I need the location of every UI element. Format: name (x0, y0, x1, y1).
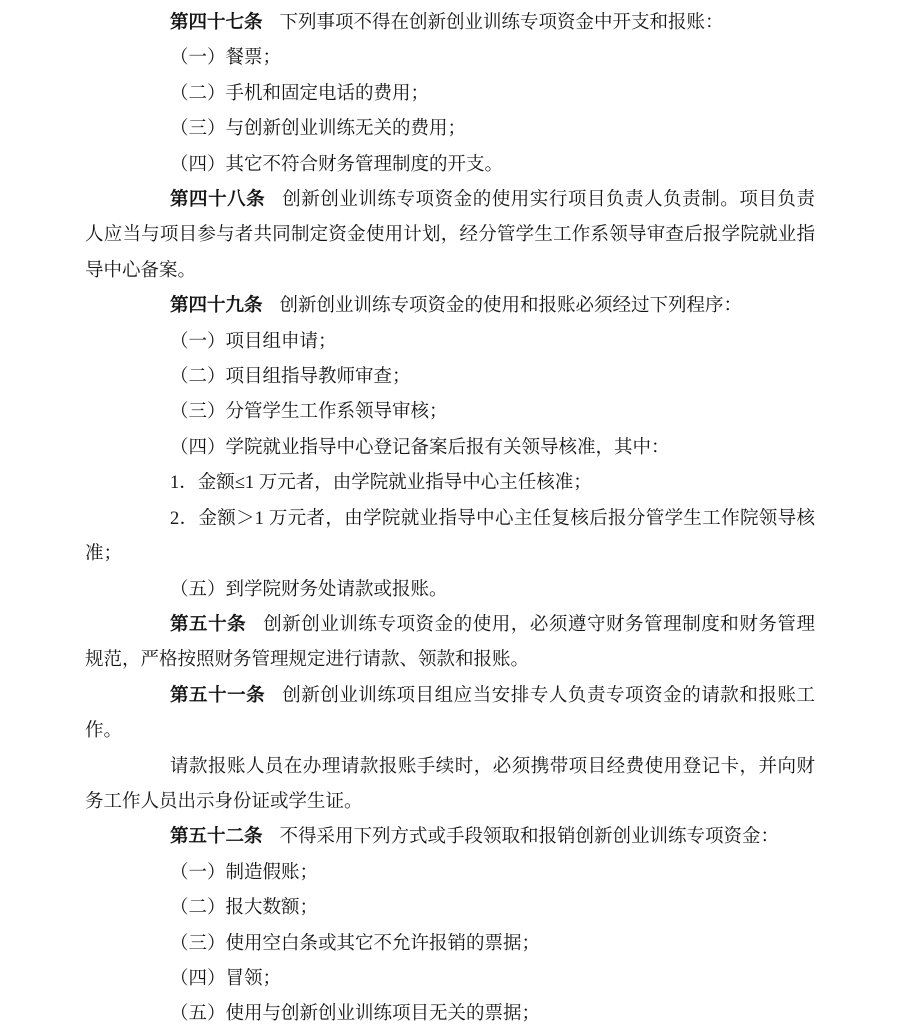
paragraph-text: （二）项目组指导教师审查； (170, 367, 411, 388)
article-number: 第四十八条 (170, 190, 266, 211)
paragraph-item (85, 927, 815, 962)
paragraph-item (85, 148, 815, 183)
paragraph-item (85, 962, 815, 997)
paragraph-text: （二）手机和固定电话的费用； (170, 83, 430, 104)
paragraph-article (85, 679, 815, 750)
paragraph-text: （五）使用与创新创业训练项目无关的票据； (170, 1004, 541, 1025)
article-number: 第四十七条 (170, 13, 263, 33)
paragraph-text: （四）冒领； (170, 968, 282, 989)
paragraph-item (85, 395, 815, 430)
paragraph-article (85, 608, 815, 679)
paragraph-body (85, 750, 815, 821)
paragraph-article (85, 6, 815, 41)
article-number: 第五十二条 (170, 827, 263, 848)
paragraph-article (85, 289, 815, 324)
paragraph-item (85, 431, 815, 466)
paragraph-item (85, 41, 815, 76)
paragraph-item (85, 573, 815, 608)
article-number: 第五十条 (170, 614, 247, 635)
paragraph-item (85, 466, 815, 501)
paragraph-text: （一）项目组申请； (170, 331, 337, 352)
paragraph-item (85, 856, 815, 891)
paragraph-text: 创新创业训练项目组应当安排专人负责专项资金的请款和报账工作。 (85, 685, 815, 742)
paragraph-text: （五）到学院财务处请款或报账。 (170, 579, 448, 600)
paragraph-text: （三）使用空白条或其它不允许报销的票据； (170, 933, 541, 954)
paragraph-text: （一）制造假账； (170, 862, 319, 883)
paragraph-text: （三）与创新创业训练无关的费用； (170, 119, 467, 140)
paragraph-article (85, 183, 815, 289)
paragraph-text: 请款报账人员在办理请款报账手续时，必须携带项目经费使用登记卡，并向财务工作人员出示身份证或学生证。 (85, 756, 815, 812)
paragraph-text: 不得采用下列方式或手段领取和报销创新创业训练专项资金： (279, 827, 780, 848)
paragraph-item (85, 112, 815, 147)
paragraph-item (85, 997, 815, 1032)
article-number: 第四十九条 (170, 296, 263, 317)
paragraph-text: 2．金额＞1 万元者，由学院就业指导中心主任复核后报分管学生工作院领导核准； (85, 508, 815, 565)
paragraph-text: （四）学院就业指导中心登记备案后报有关领导核准，其中： (170, 437, 670, 458)
paragraph-text: 下列事项不得在创新创业训练专项资金中开支和报账： (279, 13, 724, 33)
paragraph-item (85, 77, 815, 112)
paragraph-text: （二）报大数额； (170, 898, 319, 919)
paragraph-text: 1．金额≤1 万元者，由学院就业指导中心主任核准； (170, 473, 592, 494)
paragraph-item (85, 502, 815, 573)
article-number: 第五十一条 (170, 685, 266, 706)
paragraph-article (85, 820, 815, 855)
paragraph-item (85, 325, 815, 360)
paragraph-text: （三）分管学生工作系领导审核； (170, 402, 448, 423)
paragraph-text: 创新创业训练专项资金的使用，必须遵守财务管理制度和财务管理规范，严格按照财务管理规定进行请款、领款和报账。 (85, 614, 815, 671)
paragraph-item (85, 891, 815, 926)
paragraph-text: （一）餐票； (170, 48, 282, 69)
paragraph-text: 创新创业训练专项资金的使用实行项目负责人负责制。项目负责人应当与项目参与者共同制定资金使用计划，经分管学生工作系领导审查后报学院就业指导中心备案。 (85, 190, 815, 281)
paragraph-text: （四）其它不符合财务管理制度的开支。 (170, 154, 504, 175)
paragraph-text: 创新创业训练专项资金的使用和报账必须经过下列程序： (279, 296, 743, 317)
paragraph-item (85, 360, 815, 395)
